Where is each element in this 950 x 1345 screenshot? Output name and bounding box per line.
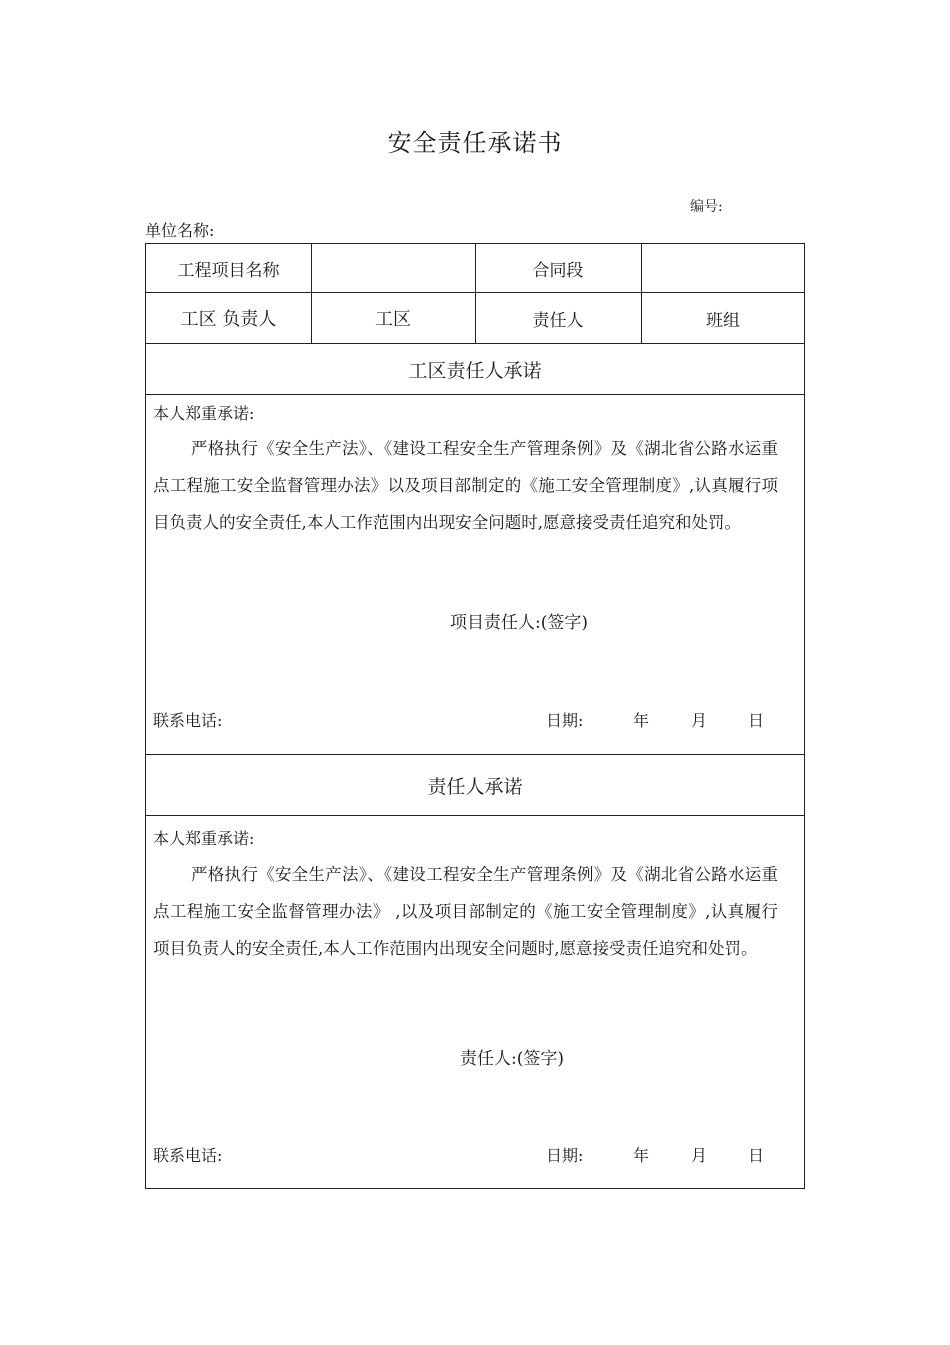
section1-body: 严格执行《安全生产法》、《建设工程安全生产管理条例》及《湖北省公路水运重点工程施工安全监督管理办法》以及项目部制定的《施工安全管理制度》,认真履行项目负责人的安全责任,本人工作范围内出现安全问题时,愿意接受责任追究和处罚。 bbox=[153, 439, 778, 532]
section2-day-label: 日 bbox=[748, 1146, 765, 1165]
responsibility-form bbox=[145, 243, 805, 1189]
section1-heading: 工区责任人承诺 bbox=[408, 359, 542, 382]
area-label: 工区 bbox=[375, 309, 411, 330]
section1-phone-label: 联系电话: bbox=[153, 711, 223, 730]
section2-signature: 责任人:(签字) bbox=[460, 1049, 564, 1069]
document-title: 安全责任承诺书 bbox=[387, 129, 563, 157]
section1-day-label: 日 bbox=[748, 711, 765, 730]
contract-section-label: 合同段 bbox=[532, 260, 584, 281]
section1-month-label: 月 bbox=[691, 711, 708, 730]
contract-section-value[interactable] bbox=[641, 244, 805, 292]
section2-heading: 责任人承诺 bbox=[427, 775, 523, 798]
section1-intro: 本人郑重承诺: bbox=[153, 404, 255, 423]
serial-number-label: 编号: bbox=[690, 199, 723, 215]
row-divider bbox=[146, 815, 804, 816]
section2-month-label: 月 bbox=[691, 1146, 708, 1165]
team-label: 班组 bbox=[706, 310, 740, 331]
area-leader-label: 工区 负责人 bbox=[180, 309, 277, 330]
person-in-charge-label: 责任人 bbox=[532, 310, 584, 331]
section2-phone-label: 联系电话: bbox=[153, 1146, 223, 1165]
row-divider bbox=[146, 394, 804, 395]
section1-signature: 项目责任人:(签字) bbox=[450, 613, 588, 633]
section2-body: 严格执行《安全生产法》、《建设工程安全生产管理条例》及《湖北省公路水运重点工程施工安全监督管理办法》 ,以及项目部制定的《施工安全管理制度》,认真履行项目负责人的安全责任,本人工作范围内出现安全问题时,愿意接受责任追究和处罚。 bbox=[153, 865, 778, 958]
unit-name-label: 单位名称: bbox=[145, 221, 215, 240]
section1-date-label: 日期: bbox=[546, 711, 584, 730]
section2-date-label: 日期: bbox=[546, 1146, 584, 1165]
project-name-value[interactable] bbox=[311, 244, 475, 292]
section1-year-label: 年 bbox=[633, 711, 650, 730]
section2-intro: 本人郑重承诺: bbox=[153, 829, 255, 848]
project-name-label: 工程项目名称 bbox=[177, 260, 280, 281]
section2-year-label: 年 bbox=[633, 1146, 650, 1165]
